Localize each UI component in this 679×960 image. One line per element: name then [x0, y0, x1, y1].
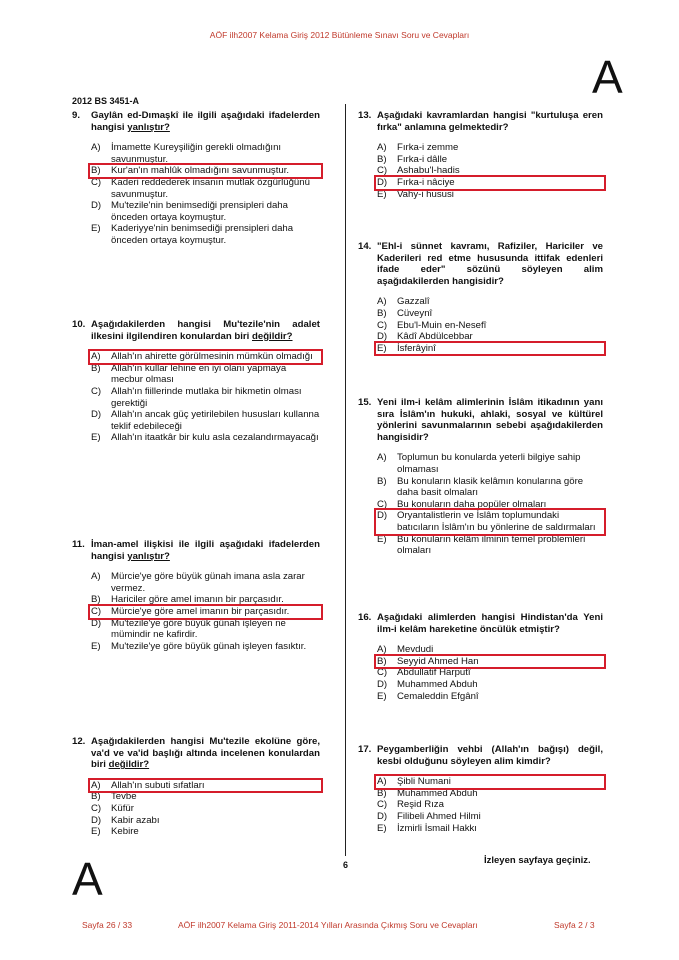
option-list — [91, 142, 320, 246]
answer-option — [377, 811, 603, 823]
option-text: Muhammed Abduh — [397, 678, 478, 690]
answer-option — [377, 142, 603, 154]
option-text: Cemaleddin Efgânî — [397, 690, 479, 702]
option-text: Abdullatif Harputî — [397, 667, 471, 679]
option-letter: A) — [91, 571, 101, 583]
question-emphasis: yanlıştır? — [127, 121, 170, 133]
option-letter: C) — [377, 667, 388, 679]
answer-option — [91, 223, 320, 246]
option-letter: C) — [91, 176, 102, 188]
option-text: Allah'ın itaatkâr bir kulu asla cezalandırmayacağı — [111, 432, 319, 444]
question-11 — [72, 539, 320, 652]
answer-highlight-box — [374, 774, 606, 790]
question-15 — [358, 397, 603, 557]
next-page-note: İzleyen sayfaya geçiniz. — [484, 855, 591, 866]
option-text: Fırka-i zemme — [397, 142, 459, 154]
option-letter: A) — [377, 776, 387, 788]
question-number: 14. — [358, 241, 372, 252]
option-text: Mu'tezile'nin benimsediği prensipleri daha önceden ortaya koymuştur. — [111, 200, 288, 223]
option-text: Küfür — [111, 802, 134, 814]
question-number: 11. — [72, 539, 85, 550]
option-text: Mu'tezile'ye göre büyük günah işleyen fasıktır. — [111, 640, 307, 652]
option-letter: C) — [377, 498, 388, 510]
option-text: Allah'ın kullar lehine en iyi olanı yapmaya mecbur olması — [111, 362, 287, 386]
option-letter: D) — [377, 331, 388, 343]
question-13 — [358, 110, 603, 200]
option-letter: B) — [377, 787, 387, 799]
question-17 — [358, 744, 603, 834]
question-stem — [358, 397, 603, 443]
option-letter: B) — [91, 165, 101, 177]
answer-option — [91, 826, 320, 838]
option-text: Cüveynî — [397, 307, 433, 319]
question-text — [91, 736, 320, 771]
question-stem — [358, 744, 603, 767]
question-text-main: Yeni ilm-i kelâm alimlerinin İslâm itikadının yanı sıra İslâm'ın hukuki, ahlaki, sosyal ve kültürel yönlerini savunmalarının sebebi aşağıdakilerden hangisidir? — [377, 397, 603, 443]
column-divider — [345, 104, 346, 856]
option-text: Allah'ın fiillerinde mutlaka bir hikmetin olması gerektiği — [111, 385, 302, 409]
answer-option — [91, 200, 320, 223]
answer-option — [91, 142, 320, 165]
option-text: Toplumun bu konularda yeterli bilgiye sahip olmaması — [397, 452, 581, 475]
option-letter: A) — [91, 142, 101, 154]
question-emphasis: yanlıştır? — [127, 550, 170, 562]
answer-highlight-box — [374, 175, 606, 191]
option-text: Ebu'l-Muin en-Nesefî — [397, 319, 487, 331]
question-text-main: İman-amel ilişkisi ile ilgili aşağıdaki ifadelerden hangisi — [91, 539, 320, 562]
option-letter: A) — [377, 296, 387, 308]
option-letter: B) — [377, 307, 387, 319]
option-letter: D) — [377, 678, 388, 690]
option-text: Kabir azabı — [111, 814, 160, 826]
question-text — [377, 397, 603, 443]
option-text: Reşid Rıza — [397, 799, 444, 811]
option-letter: C) — [91, 802, 102, 814]
option-text: Oryantalistlerin ve İslâm toplumundaki batıcıların İslâm'ın bu yönlerine de saldırmaları — [397, 510, 596, 533]
option-text: Bu konuların klasik kelâmın konularına göre daha basit olmaları — [397, 475, 584, 499]
option-letter: E) — [91, 432, 101, 444]
option-letter: A) — [377, 452, 387, 464]
answer-option — [91, 571, 320, 594]
option-text: İzmirli İsmail Hakkı — [397, 822, 477, 834]
answer-option — [91, 618, 320, 641]
option-letter: B) — [91, 594, 101, 606]
option-letter: E) — [91, 640, 101, 652]
question-text-main: Peygamberliğin vehbi (Allah'ın bağışı) değil, kesbi olduğunu söyleyen alim kimdir? — [377, 744, 603, 767]
question-number: 17. — [358, 744, 372, 755]
option-letter: C) — [377, 319, 388, 331]
question-number: 10. — [72, 319, 86, 330]
option-text: İmamette Kureyşiliğin gerekli olmadığını savunmuştur. — [111, 142, 282, 165]
option-letter: E) — [377, 342, 387, 354]
option-text: Allah'ın ahirette görülmesinin mümkün olmadığı — [111, 351, 313, 363]
answer-highlight-box — [374, 654, 606, 670]
option-text: Şibli Numani — [397, 776, 451, 788]
option-letter: A) — [91, 351, 101, 363]
answer-option — [377, 476, 603, 499]
question-stem — [358, 110, 603, 133]
option-text: Mürcie'ye göre amel imanın bir parçasıdır. — [111, 605, 290, 617]
option-letter: E) — [377, 690, 387, 702]
option-letter: B) — [377, 655, 387, 667]
answer-option — [377, 296, 603, 308]
option-letter: D) — [91, 617, 102, 629]
option-letter: E) — [377, 533, 387, 545]
answer-option — [91, 641, 320, 653]
option-text: Gazzalî — [397, 296, 430, 308]
answer-highlight-box — [88, 778, 323, 794]
question-number: 12. — [72, 736, 86, 747]
option-letter: D) — [377, 510, 388, 522]
option-text: Vahy-i hususi — [397, 188, 454, 200]
question-text — [377, 241, 603, 287]
answer-option — [377, 308, 603, 320]
option-text: Filibeli Ahmed Hilmi — [397, 810, 481, 822]
question-text-main: Aşağıdakilerden hangisi Mu'tezile'nin adalet ilkesini ilgilendiren konulardan biri — [91, 319, 320, 342]
option-text: Bu konuların daha popüler olmaları — [397, 498, 547, 510]
question-text — [377, 744, 603, 767]
question-text-main: "Ehl-i sünnet kavramı, Rafiziler, Hariciler ve Kaderileri red etme hususunda ittifak edenleri ifade eder" sözünü söyleyen alim aşağıdakilerden hangisidir? — [377, 241, 603, 287]
option-letter: C) — [377, 165, 388, 177]
option-text: Hariciler göre amel imanın bir parçasıdır. — [111, 594, 284, 606]
question-text-main: Aşağıdaki alimlerden hangisi Hindistan'da Yeni ilm-i kelâm hareketine öncülük etmiştir? — [377, 612, 603, 635]
option-list — [91, 351, 320, 444]
booklet-letter-top: A — [592, 51, 623, 103]
option-letter: C) — [377, 799, 388, 811]
question-stem — [72, 319, 320, 342]
option-letter: D) — [377, 810, 388, 822]
footer-center: AÖF ilh2007 Kelama Giriş 2011-2014 Yılları Arasında Çıkmış Soru ve Cevapları — [178, 920, 478, 930]
question-number: 15. — [358, 397, 372, 408]
option-text: Kebire — [111, 826, 139, 838]
option-letter: D) — [377, 176, 388, 188]
question-text — [91, 539, 320, 562]
question-text-main: Aşağıdakilerden hangisi Mu'tezile ekolüne göre, va'd ve va'id başlığı altında incelenen konulardan biri — [91, 736, 320, 771]
option-letter: E) — [91, 223, 101, 235]
answer-option — [377, 154, 603, 166]
option-text: Mürcie'ye göre büyük günah imana asla zarar vermez. — [111, 571, 305, 594]
exam-code: 2012 BS 3451-A — [72, 96, 140, 106]
question-emphasis: değildir? — [108, 759, 150, 771]
footer-right: Sayfa 2 / 3 — [554, 920, 595, 930]
answer-highlight-box — [374, 508, 606, 535]
answer-option — [91, 803, 320, 815]
question-12 — [72, 736, 320, 838]
option-letter: D) — [91, 409, 102, 421]
option-letter: A) — [377, 644, 387, 656]
document-header: AÖF ilh2007 Kelama Giriş 2012 Bütünleme Sınavı Soru ve Cevapları — [209, 30, 470, 40]
option-text: İsferâyinî — [397, 342, 436, 354]
option-list — [377, 452, 603, 556]
question-emphasis: değildir? — [252, 330, 293, 342]
option-letter: B) — [91, 791, 101, 803]
option-letter: D) — [91, 200, 102, 212]
answer-option — [91, 386, 320, 409]
option-text: Kâdî Abdülcebbar — [397, 331, 473, 343]
question-9 — [72, 110, 320, 247]
option-text: Seyyid Ahmed Han — [397, 655, 479, 667]
answer-option — [377, 799, 603, 811]
answer-highlight-box — [88, 349, 323, 365]
option-letter: A) — [91, 779, 101, 791]
option-text: Tevbe — [111, 791, 137, 803]
question-stem — [72, 110, 320, 133]
answer-highlight-box — [88, 163, 323, 179]
option-text: Mevdudi — [397, 644, 434, 656]
answer-option — [91, 363, 320, 386]
option-letter: E) — [377, 188, 387, 200]
question-number: 9. — [72, 110, 81, 121]
option-letter: B) — [91, 362, 101, 374]
option-text: Kur'an'ın mahlûk olmadığını savunmuştur. — [111, 165, 290, 177]
answer-option — [377, 679, 603, 691]
answer-option — [91, 409, 320, 432]
option-letter: E) — [377, 822, 387, 834]
question-text — [91, 319, 320, 342]
question-stem — [72, 539, 320, 562]
question-number: 13. — [358, 110, 372, 121]
option-letter: E) — [91, 826, 101, 838]
answer-highlight-box — [88, 604, 323, 620]
answer-option — [91, 177, 320, 200]
option-letter: C) — [91, 605, 102, 617]
question-stem — [358, 612, 603, 635]
option-text: Mu'tezile'ye göre büyük günah işleyen ne mümindir ne kafirdir. — [111, 617, 286, 641]
option-letter: D) — [91, 814, 102, 826]
answer-option — [91, 815, 320, 827]
question-text — [377, 612, 603, 635]
question-text — [91, 110, 320, 133]
question-number: 16. — [358, 612, 372, 623]
option-text: Fırka-i dâlle — [397, 153, 448, 165]
answer-option — [377, 691, 603, 703]
booklet-letter-bottom: A — [72, 853, 103, 905]
answer-option — [377, 534, 603, 557]
option-letter: C) — [91, 385, 102, 397]
option-text: Kaderiyye'nin benimsediği prensipleri daha önceden ortaya koymuştur. — [111, 223, 294, 246]
option-letter: A) — [377, 142, 387, 154]
option-letter: B) — [377, 153, 387, 165]
question-16 — [358, 612, 603, 702]
question-stem — [72, 736, 320, 771]
option-letter: B) — [377, 475, 387, 487]
answer-option — [377, 452, 603, 475]
answer-option — [377, 823, 603, 835]
page-number: 6 — [343, 860, 349, 870]
option-text: Allah'ın ancak güç yetirilebilen hususları kullanna teklif edebileceği — [111, 409, 320, 432]
option-text: Ashabu'l-hadis — [397, 165, 460, 177]
answer-option — [91, 432, 320, 444]
option-text: Allah'ın subuti sıfatları — [111, 779, 205, 791]
question-text-main: Aşağıdaki kavramlardan hangisi "kurtuluşa eren fırka" anlamına gelmektedir? — [377, 110, 603, 133]
footer-left: Sayfa 26 / 33 — [82, 920, 133, 930]
answer-highlight-box — [374, 341, 606, 357]
option-list — [377, 142, 603, 200]
question-text — [377, 110, 603, 133]
answer-option — [377, 320, 603, 332]
option-text: Kaderi reddederek insanın mutlak özgürlüğünü savunmuştur. — [111, 176, 310, 200]
option-text: Bu konuların kelâm ilminin temel problemleri olmaları — [397, 533, 586, 557]
option-text: Fırka-i nâciye — [397, 176, 455, 188]
question-text-main: Gaylân ed-Dımaşkî ile ilgili aşağıdaki ifadelerden hangisi — [91, 110, 320, 133]
option-text: Muhammed Abduh — [397, 787, 478, 799]
question-10 — [72, 319, 320, 444]
question-stem — [358, 241, 603, 287]
question-14 — [358, 241, 603, 354]
